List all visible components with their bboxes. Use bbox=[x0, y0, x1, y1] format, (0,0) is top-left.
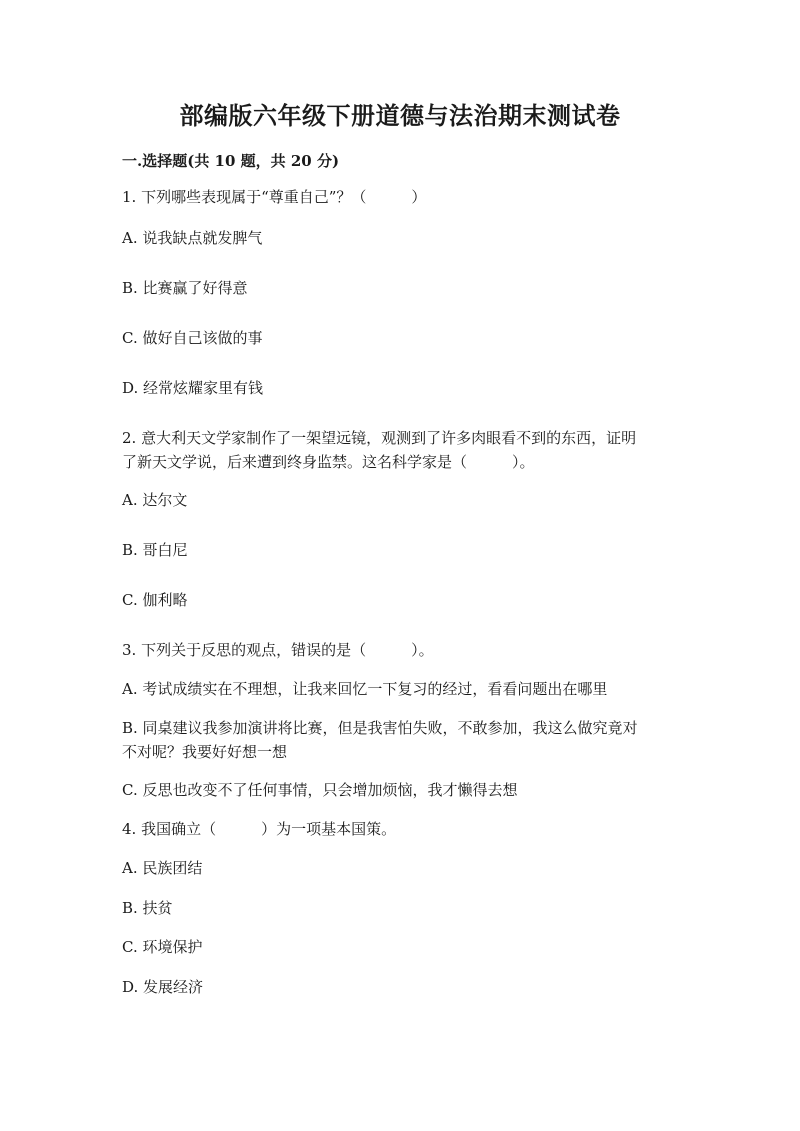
question-1-option-d: D. 经常炫耀家里有钱 bbox=[122, 379, 264, 397]
question-2-option-b: B. 哥白尼 bbox=[122, 541, 188, 559]
question-1-stem: 1. 下列哪些表现属于“尊重自己”？（ ） bbox=[122, 188, 427, 206]
question-4-option-b: B. 扶贫 bbox=[122, 899, 173, 917]
section-heading: 一.选择题(共 10 题，共 20 分) bbox=[122, 152, 340, 170]
question-3-option-a: A. 考试成绩实在不理想，让我来回忆一下复习的经过，看看问题出在哪里 bbox=[122, 680, 608, 698]
question-4-option-d: D. 发展经济 bbox=[122, 978, 204, 996]
question-4-option-a: A. 民族团结 bbox=[122, 859, 203, 877]
question-4-option-c: C. 环境保护 bbox=[122, 938, 203, 956]
question-2-option-a: A. 达尔文 bbox=[122, 491, 188, 509]
question-2-stem-line-1: 2. 意大利天文学家制作了一架望远镜，观测到了许多肉眼看不到的东西，证明 bbox=[122, 429, 637, 447]
question-3-stem: 3. 下列关于反思的观点，错误的是（ ）。 bbox=[122, 641, 434, 659]
question-3-option-c: C. 反思也改变不了任何事情，只会增加烦恼，我才懒得去想 bbox=[122, 781, 518, 799]
page-title: 部编版六年级下册道德与法治期末测试卷 bbox=[179, 101, 621, 130]
question-3-option-b-line-1: B. 同桌建议我参加演讲将比赛，但是我害怕失败，不敢参加，我这么做究竟对 bbox=[122, 719, 638, 737]
question-3-option-b-line-2: 不对呢？我要好好想一想 bbox=[122, 743, 288, 761]
question-1-option-a: A. 说我缺点就发脾气 bbox=[122, 229, 263, 247]
question-1-option-c: C. 做好自己该做的事 bbox=[122, 329, 263, 347]
question-4-stem: 4. 我国确立（ ）为一项基本国策。 bbox=[122, 820, 397, 838]
question-2-stem-line-2: 了新天文学说，后来遭到终身监禁。这名科学家是（ ）。 bbox=[122, 453, 535, 471]
question-2-option-c: C. 伽利略 bbox=[122, 591, 188, 609]
question-1-option-b: B. 比赛赢了好得意 bbox=[122, 279, 248, 297]
